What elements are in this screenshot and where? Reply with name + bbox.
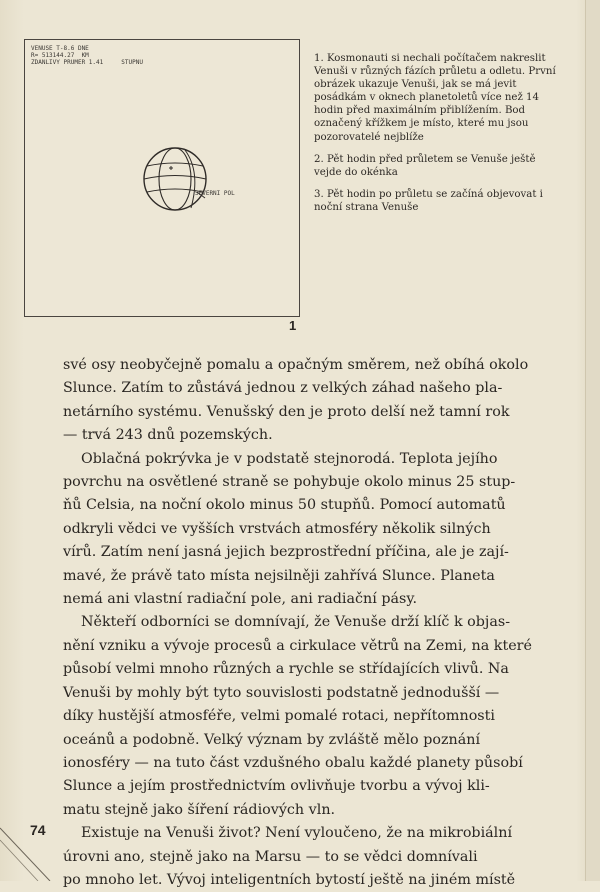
text-line: Slunce a jejím prostřednictvím ovlivňuje tvorbu a vývoj kli- bbox=[63, 778, 490, 795]
text-line: Někteří odborníci se domnívají, že Venuše drží klíč k objas- bbox=[81, 614, 511, 631]
text-line: ionosféry — na tuto část vzdušného obalu každé planety působí bbox=[63, 754, 523, 771]
terminal-line-3: ZDANLIVY PRUMER 1.41 STUPNU bbox=[31, 59, 143, 66]
north-pole-label: SEVERNI POL bbox=[195, 190, 235, 197]
text-line: Venuši by mohly být tyto souvislosti podstatně jednodušší — bbox=[63, 684, 500, 701]
paragraph-4 bbox=[63, 822, 516, 892]
text-line: své osy neobyčejně pomalu a opačným směrem, než obíhá okolo bbox=[63, 357, 529, 373]
main-text bbox=[63, 354, 532, 892]
caption-3: 3. Pět hodin po průletu se začíná objevovat i noční strana Venuše bbox=[314, 188, 543, 213]
adjacent-page-edge bbox=[585, 0, 600, 881]
text-line: Slunce. Zatím to zůstává jednou z velkých záhad našeho pla- bbox=[63, 380, 503, 397]
caption-1: 1. Kosmonauti si nechali počítačem nakreslit Venuši v různých fázích průletu a odletu. První obrázek ukazuje Venuši, jak se má jevit posádkám v oknech planetoletů více než 14 hodin před maximálním přiblížením. Bod označený křížkem je místo, které mu jsou pozorovatelé nejblíže bbox=[314, 53, 556, 143]
paragraph-2 bbox=[63, 448, 516, 612]
text-line: matu stejně jako šíření rádiových vln. bbox=[63, 801, 336, 818]
text-line: úrovni ano, stejně jako na Marsu — to se vědci domnívali bbox=[63, 848, 478, 865]
text-line: netárního systému. Venušský den je proto delší než tamní rok bbox=[63, 403, 510, 420]
figure-number: 1 bbox=[289, 318, 297, 333]
terminal-line-1: VENUSE T-8.6 DNE bbox=[31, 45, 89, 52]
text-line: mavé, že právě tato místa nejsilněji zahřívá Slunce. Planeta bbox=[63, 567, 495, 584]
page-corner-fold bbox=[0, 808, 70, 881]
text-line: odkryli vědci ve vyšších vrstvách atmosféry několik silných bbox=[63, 520, 491, 537]
text-line: Existuje na Venuši život? Není vyloučeno, že na mikrobiální bbox=[81, 825, 513, 842]
paragraph-1 bbox=[63, 354, 529, 448]
text-line: — trvá 243 dnů pozemských. bbox=[63, 427, 273, 444]
text-line: nemá ani vlastní radiační pole, ani radiační pásy. bbox=[63, 591, 418, 608]
text-line: po mnoho let. Vývoj inteligentních bytostí ještě na jiném místě bbox=[63, 871, 516, 888]
text-line: povrchu na osvětlené straně se pohybuje okolo minus 25 stup- bbox=[63, 474, 516, 491]
text-line: působí velmi mnoho různých a rychle se střídajících vlivů. Na bbox=[63, 661, 509, 678]
text-line: nění vzniku a vývoje procesů a cirkulace větrů na Zemi, na které bbox=[63, 637, 532, 654]
paragraph-3 bbox=[63, 611, 532, 822]
figure-computer-plot bbox=[24, 39, 300, 317]
text-line: Oblačná pokrývka je v podstatě stejnorodá. Teplota jejího bbox=[81, 450, 498, 467]
text-line: díky hustější atmosféře, velmi pomalé rotaci, nepřítomnosti bbox=[63, 708, 495, 725]
text-line: vírů. Zatím není jasná jejich bezprostřední příčina, ale je zají- bbox=[63, 544, 509, 561]
caption-2: 2. Pět hodin před průletem se Venuše ještě vejde do okénka bbox=[314, 153, 536, 178]
text-line: ňů Celsia, na noční okolo minus 50 stupňů. Pomocí automatů bbox=[63, 497, 506, 514]
figure-captions bbox=[314, 52, 556, 223]
text-line: oceánů a podobně. Velký význam by zvláště mělo poznání bbox=[63, 731, 481, 748]
page-number: 74 bbox=[30, 822, 46, 838]
terminal-line-2: R= 513144.27 KM bbox=[31, 52, 89, 59]
